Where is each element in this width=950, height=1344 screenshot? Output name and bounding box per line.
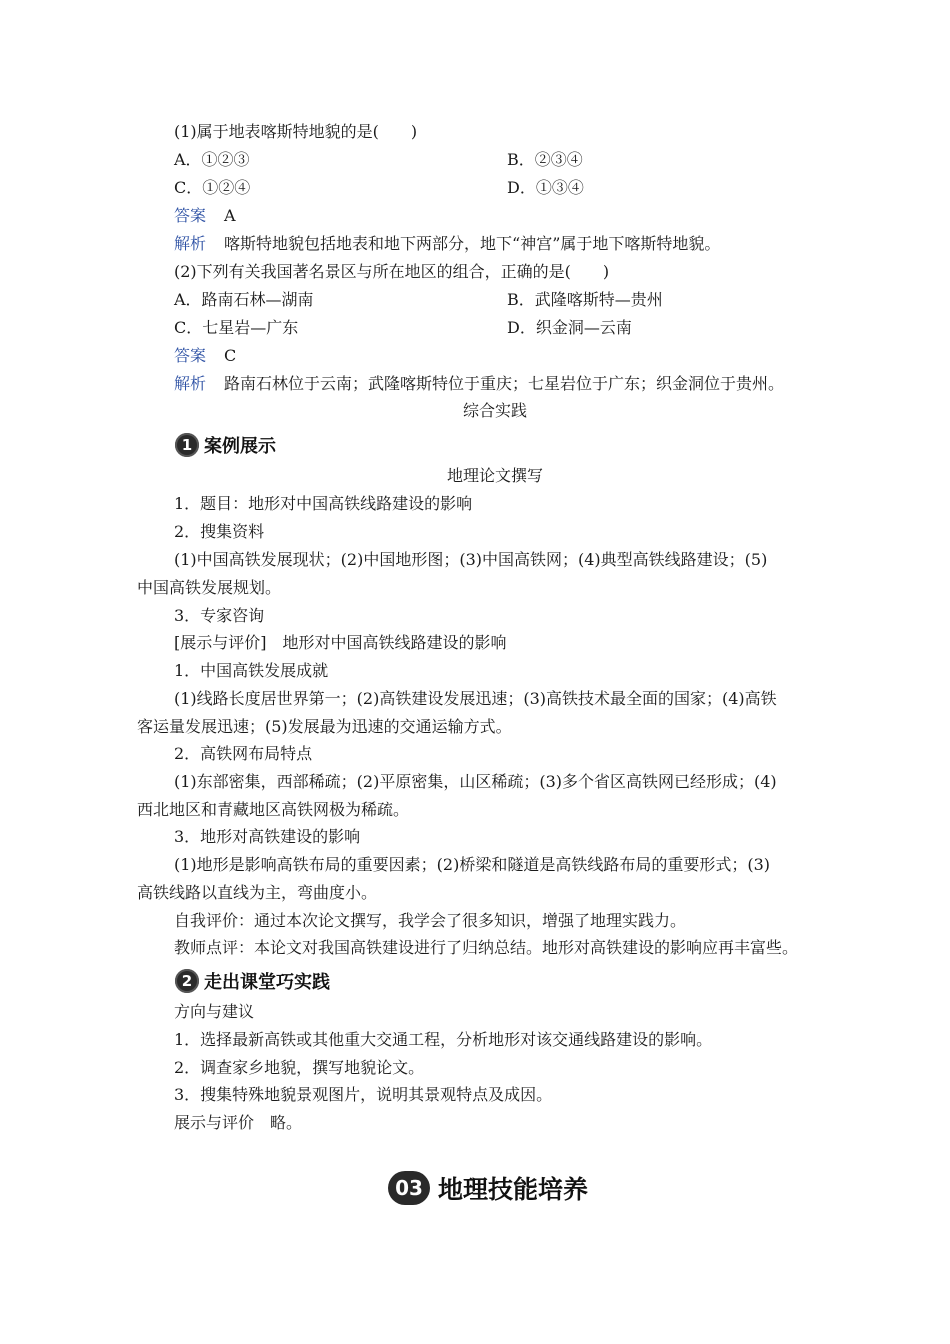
q1-option-c: C．①②④ — [174, 178, 251, 197]
section1-line: 教师点评：本论文对我国高铁建设进行了归纳总结。地形对高铁建设的影响应再丰富些。 — [174, 938, 799, 957]
section1-line: 1．中国高铁发展成就 — [174, 661, 329, 680]
analysis-text: 喀斯特地貌包括地表和地下两部分，地下“神宫”属于地下喀斯特地貌。 — [224, 234, 721, 253]
section1-line: (1)地形是影响高铁布局的重要因素；(2)桥梁和隧道是高铁线路布局的重要形式；(3) — [174, 855, 770, 874]
chapter-heading — [388, 1170, 588, 1206]
q2-option-c: C．七星岩—广东 — [174, 318, 299, 337]
chapter-title: 地理技能培养 — [438, 1175, 589, 1204]
section2-title: 走出课堂巧实践 — [204, 972, 330, 993]
practice-heading: 综合实践 — [462, 401, 527, 420]
section1-line: 3．地形对高铁建设的影响 — [174, 827, 361, 846]
section2-number-badge: 2 — [175, 969, 199, 993]
section2-line: 方向与建议 — [174, 1002, 255, 1021]
section1-title: 案例展示 — [204, 436, 276, 457]
section1-line: 中国高铁发展规划。 — [137, 578, 282, 597]
q2-option-a: A．路南石林—湖南 — [174, 290, 314, 309]
section2-line: 2．调查家乡地貌，撰写地貌论文。 — [174, 1058, 425, 1077]
q1-option-d: D．①③④ — [507, 178, 584, 197]
section1-heading — [175, 432, 276, 458]
section2-line: 3．搜集特殊地貌景观图片，说明其景观特点及成因。 — [174, 1085, 553, 1104]
q2-answer — [174, 345, 236, 367]
section1-line: 自我评价：通过本次论文撰写，我学会了很多知识，增强了地理实践力。 — [174, 911, 687, 930]
section1-number-badge: 1 — [175, 433, 199, 457]
q2-stem: (2)下列有关我国著名景区与所在地区的组合，正确的是( ) — [174, 262, 610, 281]
q1-option-b: B．②③④ — [507, 150, 583, 169]
q2-option-d: D．织金洞—云南 — [507, 318, 632, 337]
section1-subtitle: 地理论文撰写 — [446, 466, 543, 485]
section1-line: 1．题目：地形对中国高铁线路建设的影响 — [174, 494, 473, 513]
section1-line: 西北地区和青藏地区高铁网极为稀疏。 — [137, 800, 410, 819]
analysis-label: 解析 — [174, 374, 207, 393]
section1-line: 客运量发展迅速；(5)发展最为迅速的交通运输方式。 — [137, 717, 512, 736]
section1-line: (1)线路长度居世界第一；(2)高铁建设发展迅速；(3)高铁技术最全面的国家；(4)高铁 — [174, 689, 777, 708]
q2-option-b: B．武隆喀斯特—贵州 — [507, 290, 663, 309]
q1-stem: (1)属于地表喀斯特地貌的是( ) — [174, 122, 418, 141]
chapter-number-badge: 03 — [388, 1171, 430, 1205]
section1-line: (1)东部密集，西部稀疏；(2)平原密集，山区稀疏；(3)多个省区高铁网已经形成；(4) — [174, 772, 777, 791]
section1-line: 2．搜集资料 — [174, 522, 265, 541]
section1-line: 3．专家咨询 — [174, 606, 265, 625]
answer-value: C — [224, 346, 237, 365]
answer-label: 答案 — [174, 346, 207, 365]
section1-line: 高铁线路以直线为主，弯曲度小。 — [137, 883, 378, 902]
section1-line: (1)中国高铁发展现状；(2)中国地形图；(3)中国高铁网；(4)典型高铁线路建设；(5) — [174, 550, 768, 569]
q1-option-a: A．①②③ — [174, 150, 250, 169]
section2-line: 展示与评价 略。 — [174, 1113, 303, 1132]
answer-value: A — [224, 206, 236, 225]
answer-label: 答案 — [174, 206, 207, 225]
section2-heading — [175, 968, 330, 994]
q1-answer — [174, 205, 236, 227]
section1-line: [展示与评价] 地形对中国高铁线路建设的影响 — [174, 633, 507, 652]
analysis-text: 路南石林位于云南；武隆喀斯特位于重庆；七星岩位于广东；织金洞位于贵州。 — [224, 374, 785, 393]
analysis-label: 解析 — [174, 234, 207, 253]
section1-line: 2．高铁网布局特点 — [174, 744, 313, 763]
q1-analysis — [174, 233, 720, 255]
q2-analysis — [174, 373, 784, 395]
section2-line: 1．选择最新高铁或其他重大交通工程，分析地形对该交通线路建设的影响。 — [174, 1030, 713, 1049]
